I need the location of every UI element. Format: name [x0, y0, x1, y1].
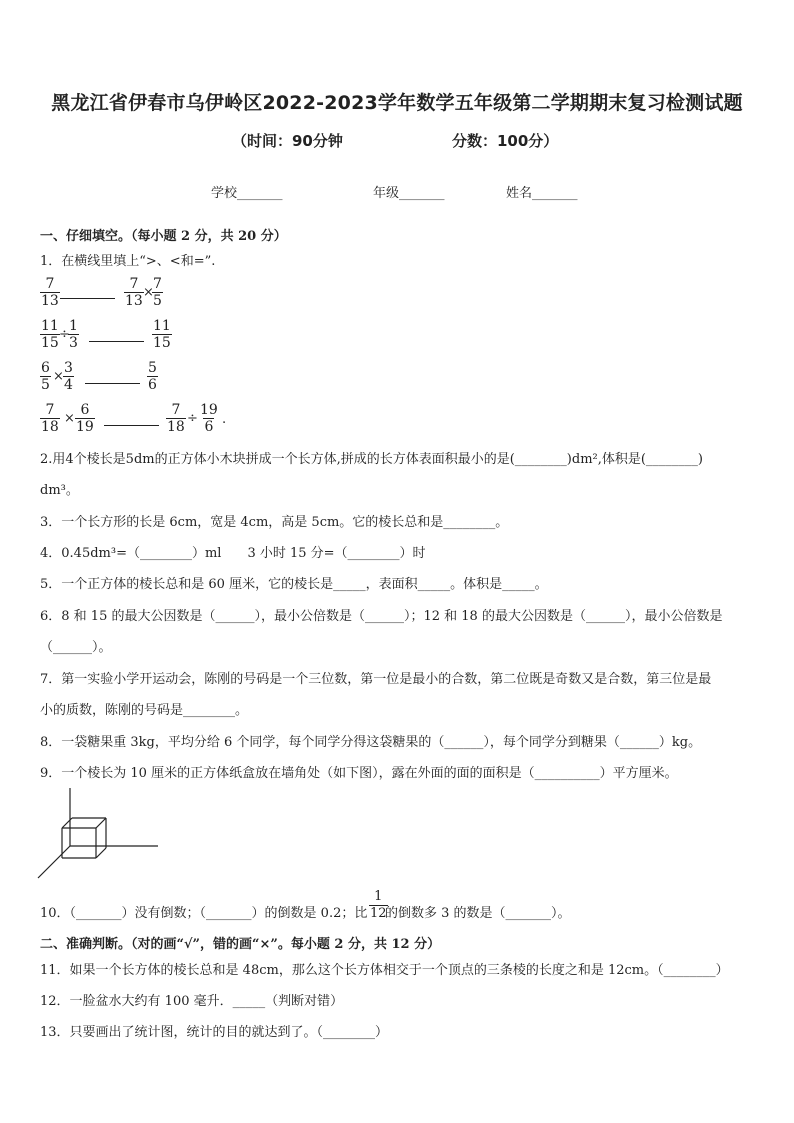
- name-field[interactable]: 姓名_______: [506, 186, 578, 201]
- question-3: 3．一个长方形的长是 6cm，宽是 4cm，高是 5cm。它的棱长总和是________。: [40, 515, 509, 530]
- answer-blank[interactable]: [85, 383, 140, 384]
- score-label: 分数：100分）: [452, 132, 559, 150]
- wall-edge-diagonal: [38, 846, 70, 878]
- answer-blank[interactable]: [89, 341, 144, 342]
- school-field[interactable]: 学校_______: [211, 186, 283, 201]
- answer-blank[interactable]: [60, 298, 115, 299]
- question-5: 5．一个正方体的棱长总和是 60 厘米，它的棱长是_____，表面积_____。体积是_____。: [40, 577, 548, 592]
- section-2-heading: 二、准确判断。（对的画“√”，错的画“×”。每小题 2 分，共 12 分）: [40, 937, 441, 952]
- question-7-cont: 小的质数，陈刚的号码是________。: [40, 703, 249, 718]
- question-8: 8．一袋糖果重 3kg，平均分给 6 个同学，每个同学分得这袋糖果的（______），每个同学分到糖果（______）kg。: [40, 735, 702, 750]
- fraction: $\frac{19}{6}$: [200, 402, 218, 435]
- fraction: $\frac{7}{5}$: [153, 276, 162, 309]
- question-13: 13．只要画出了统计图，统计的目的就达到了。（________）: [40, 1025, 389, 1040]
- question-10: 10．（_______）没有倒数；（_______）的倒数是 0.2；比: [40, 906, 368, 921]
- question-11: 11．如果一个长方体的棱长总和是 48cm，那么这个长方体相交于一个顶点的三条棱的长度之和是 12cm。（________）: [40, 963, 729, 978]
- fraction: $\frac{6}{19}$: [76, 402, 94, 435]
- grade-field[interactable]: 年级_______: [373, 186, 445, 201]
- fraction: $\frac{7}{18}$: [41, 402, 59, 435]
- page-title: 黑龙江省伊春市乌伊岭区2022-2023学年数学五年级第二学期期末复习检测试题: [51, 92, 743, 114]
- operator: ÷: [59, 327, 70, 342]
- operator: ÷: [187, 411, 198, 426]
- section-1-heading: 一、仔细填空。（每小题 2 分，共 20 分）: [40, 229, 287, 244]
- operator: ×: [143, 285, 154, 300]
- fraction: $\frac{6}{5}$: [41, 360, 50, 393]
- question-12: 12．一脸盆水大约有 100 毫升．_____（判断对错）: [40, 994, 344, 1009]
- fraction: $\frac{1}{12}$: [370, 889, 387, 921]
- fraction: $\frac{11}{15}$: [153, 318, 171, 351]
- fraction: $\frac{5}{6}$: [148, 360, 157, 393]
- period: .: [222, 412, 227, 427]
- fraction: $\frac{7}{13}$: [125, 276, 143, 309]
- question-6-cont: （______）。: [40, 640, 112, 655]
- cube-corner-diagram: [36, 786, 166, 882]
- question-9: 9．一个棱长为 10 厘米的正方体纸盒放在墙角处（如下图），露在外面的面的面积是（__________）平方厘米。: [40, 766, 678, 781]
- fraction: $\frac{7}{18}$: [167, 402, 185, 435]
- question-4: 4．0.45dm³=（________）ml 3 小时 15 分=（________）时: [40, 546, 426, 561]
- operator: ×: [64, 411, 75, 426]
- question-2: 2.用4个棱长是5dm的正方体小木块拼成一个长方体,拼成的长方体表面积最小的是(________)dm²,体积是(________): [40, 452, 704, 467]
- fraction: $\frac{1}{3}$: [69, 318, 78, 351]
- answer-blank[interactable]: [104, 425, 159, 426]
- question-1: 1．在横线里填上“>、<和=”.: [40, 254, 216, 269]
- fraction: $\frac{3}{4}$: [64, 360, 73, 393]
- operator: ×: [53, 369, 64, 384]
- question-2-cont: dm³。: [40, 483, 79, 498]
- question-7: 7．第一实验小学开运动会，陈刚的号码是一个三位数，第一位是最小的合数，第二位既是奇数又是合数，第三位是最: [40, 672, 712, 687]
- question-10-cont: 的倒数多 3 的数是（_______）。: [385, 906, 571, 921]
- time-label: （时间：90分钟: [232, 132, 343, 150]
- question-6: 6．8 和 15 的最大公因数是（______），最小公倍数是（______）；12 和 18 的最大公因数是（______），最小公倍数是: [40, 609, 723, 624]
- fraction: $\frac{11}{15}$: [41, 318, 59, 351]
- fraction: $\frac{7}{13}$: [41, 276, 59, 309]
